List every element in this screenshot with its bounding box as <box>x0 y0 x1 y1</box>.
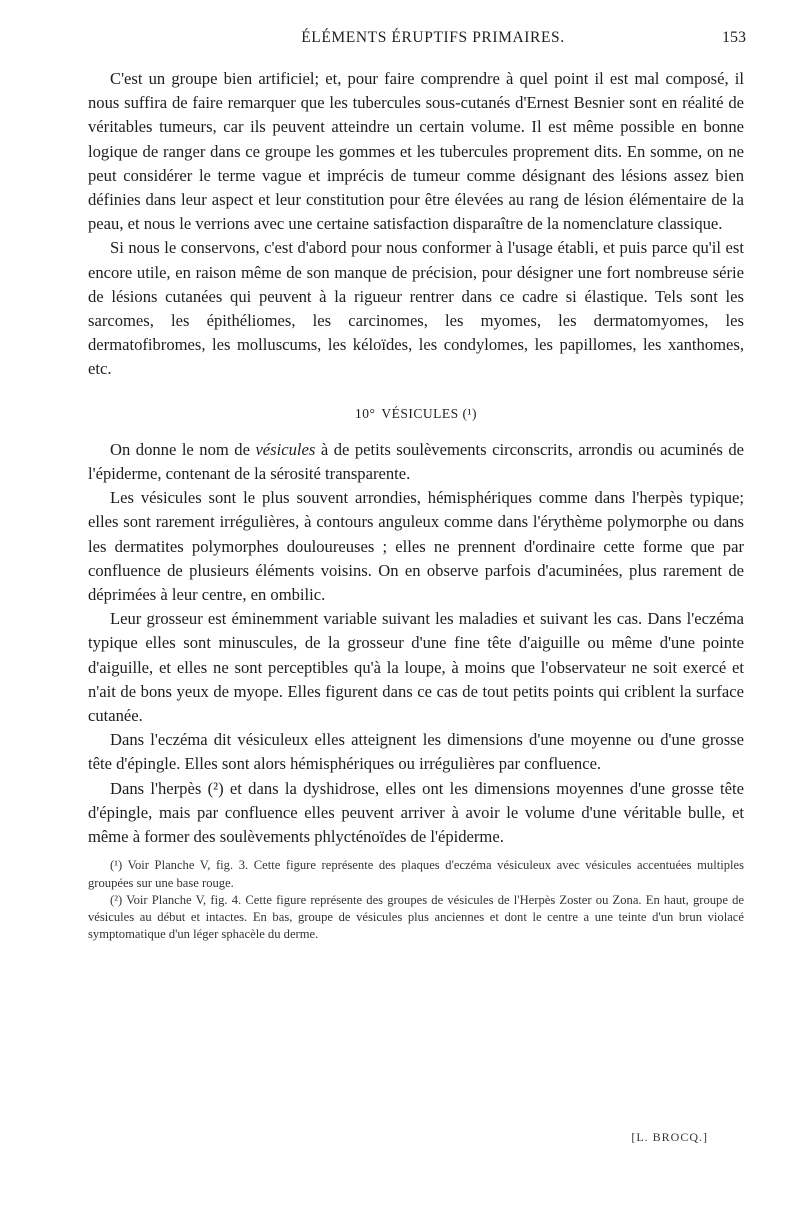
author-signature: [L. BROCQ.] <box>631 1130 708 1144</box>
section-heading <box>88 402 744 426</box>
paragraph: C'est un groupe bien artificiel; et, pour faire comprendre à quel point il est mal composé, il nous suffira de faire remarquer que les tubercules sous-cutanés d'Ernest Besnier sont en réalité de véritables tumeurs, car ils peuvent atteindre un certain volume. Il est même possible en bonne logique de ranger dans ce groupe les gommes et les tubercules proprement dits. En somme, on ne peut considérer le terme vague et imprécis de tumeur comme désignant des lésions assez bien définies dans leur aspect et leur constitution pour être élevées au rang de lésion élémentaire de la peau, et nous le verrions avec une certaine satisfaction disparaître de la nomenclature classique. <box>88 69 744 234</box>
body-text <box>88 67 744 943</box>
paragraph: Si nous le conservons, c'est d'abord pour nous conformer à l'usage établi, et puis parce qu'il est encore utile, en raison même de son manque de précision, pour désigner une fort nombreuse série de lésions cutanées qui peuvent à la rigueur rentrer dans ce cadre si élastique. Tels sont les sarcomes, les épithéliomes, les carcinomes, les myomes, les dermatomyomes, les dermatofibromes, les molluscums, les kéloïdes, les condylomes, les papillomes, les xanthomes, etc. <box>88 238 744 379</box>
footnote-ref: (¹) <box>462 405 478 421</box>
page-number: 153 <box>722 29 746 46</box>
term-vesicules: vésicules <box>255 439 316 459</box>
paragraph: Les vésicules sont le plus souvent arrondies, hémisphériques comme dans l'herpès typique; elles sont rarement irrégulières, à contours anguleux comme dans l'érythème polymorphe ou dans les dermatites polymorphes douloureuses ; elles ne prennent d'ordinaire cette forme que par confluence de plusieurs éléments voisins. On en observe parfois d'acuminées, plus rarement de déprimées à leur centre, en ombilic. <box>88 488 744 605</box>
paragraph <box>88 438 744 486</box>
text-run: Dans l'herpès <box>110 778 208 798</box>
text-run: On donne le nom de <box>110 439 256 459</box>
section-number: 10° <box>354 405 376 421</box>
text-run: et dans la dyshidrose, elles ont les dimensions moyennes d'une grosse tête d'épingle, mais par confluence elles peuvent arriver à avoir le volume d'une véritable bulle, et même à former des soulèvements phlycténoïdes de l'épiderme. <box>88 778 745 847</box>
running-title: ÉLÉMENTS ÉRUPTIFS PRIMAIRES. <box>301 29 565 46</box>
section-title: VÉSICULES <box>381 405 459 421</box>
paragraph: Dans l'eczéma dit vésiculeux elles atteignent les dimensions d'une moyenne ou d'une grosse tête d'épingle. Elles sont alors hémisphériques ou irrégulières par confluence. <box>88 730 744 774</box>
footnote: (²) Voir Planche V, fig. 4. Cette figure représente des groupes de vésicules de l'Herpès Zoster ou Zona. En haut, groupe de vésicules au début et intactes. En bas, groupe de vésicules plus anciennes et dont le centre a une teinte d'un brun violacé symptomatique d'un léger sphacèle du derme. <box>88 892 744 942</box>
footnotes <box>88 857 744 943</box>
paragraph: Leur grosseur est éminemment variable suivant les maladies et suivant les cas. Dans l'eczéma typique elles sont minuscules, de la grosseur d'une fine tête d'aiguille ou même d'une pointe d'aiguille, et elles ne sont perceptibles qu'à la loupe, à moins que l'observateur ne soit exercé et n'ait de bons yeux de myope. Elles figurent dans ce cas de tout petits points qui criblent la surface cutanée. <box>88 609 744 726</box>
paragraph <box>88 777 744 850</box>
footnote: (¹) Voir Planche V, fig. 3. Cette figure représente des plaques d'eczéma vésiculeux avec vésicules accentuées multiples groupées sur une base rouge. <box>88 858 744 890</box>
running-head <box>120 29 746 53</box>
footnote-ref: (²) <box>207 778 224 798</box>
text-run: à de petits soulèvements circonscrits, arrondis ou acuminés de l'épiderme, contenant de la sérosité transparente. <box>88 439 744 484</box>
